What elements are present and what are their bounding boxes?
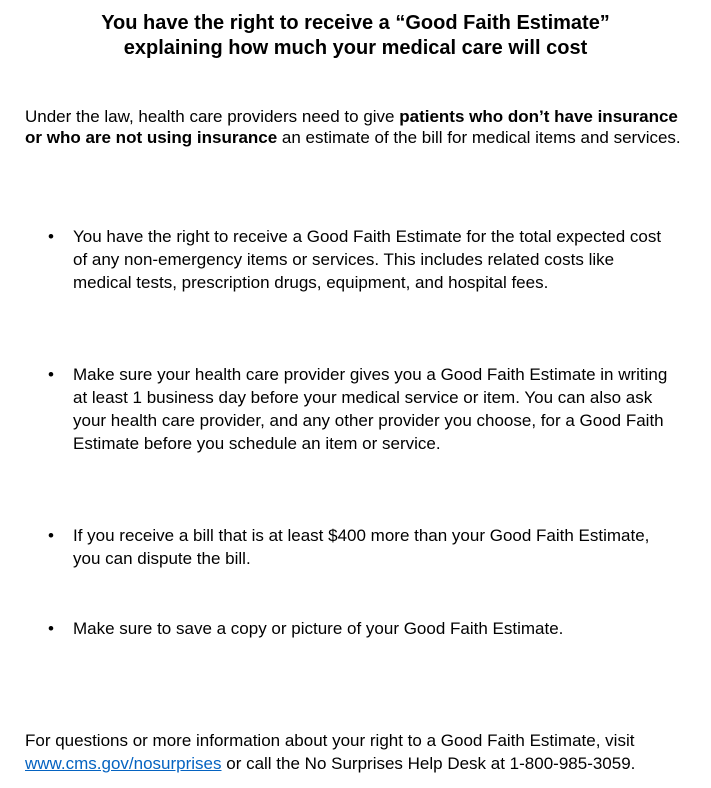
page-title <box>0 11 711 61</box>
bullet-icon: • <box>48 619 54 638</box>
footer-text-end: or call the No Surprises Help Desk at 1-800-985-3059. <box>221 754 636 773</box>
bullet-icon: • <box>48 526 54 545</box>
list-item-text: Make sure to save a copy or picture of your Good Faith Estimate. <box>73 619 564 638</box>
list-item-text: Make sure your health care provider gives you a Good Faith Estimate in writing at least 1 business day before your medical service or item. You can also ask your health care provider, and any other provider you choose, for a Good Faith Estimate before you schedule an item or service. <box>73 365 668 453</box>
title-line-2: explaining how much your medical care will cost <box>123 37 588 59</box>
footer-text-start: For questions or more information about your right to a Good Faith Estimate, visit <box>25 731 635 750</box>
intro-text-end: an estimate of the bill for medical items and services. <box>277 128 681 147</box>
intro-text-start: Under the law, health care providers need to give <box>25 107 400 126</box>
list-item-text: You have the right to receive a Good Faith Estimate for the total expected cost of any non-emergency items or services. This includes related costs like medical tests, prescription drugs, equipment, and hospital fees. <box>73 227 662 292</box>
intro-bold-text: patients who don’t have insurance or who are not using insurance <box>25 107 678 147</box>
title-line-1: You have the right to receive a “Good Faith Estimate” <box>101 12 610 34</box>
nosurprises-link[interactable]: www.cms.gov/nosurprises <box>25 754 222 773</box>
list-item <box>48 617 668 640</box>
list-item <box>48 363 668 455</box>
bullet-icon: • <box>48 227 54 246</box>
list-item <box>48 225 668 294</box>
intro-paragraph <box>25 106 695 148</box>
bullet-icon: • <box>48 365 54 384</box>
list-item <box>48 524 668 570</box>
list-item-text: If you receive a bill that is at least $400 more than your Good Faith Estimate, you can dispute the bill. <box>73 526 650 568</box>
footer-paragraph <box>25 729 705 775</box>
